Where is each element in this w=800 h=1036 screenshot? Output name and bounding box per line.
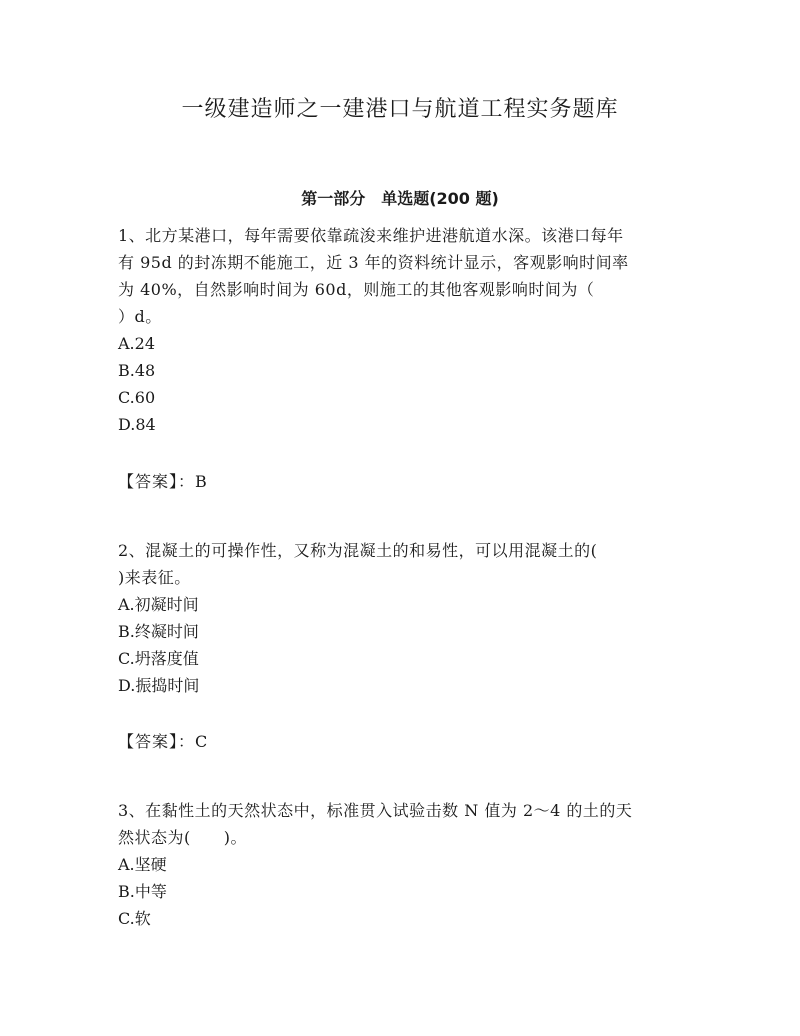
options-list — [118, 591, 688, 699]
answer-value: B — [195, 472, 207, 491]
question-2 — [118, 537, 688, 699]
question-1 — [118, 222, 688, 438]
document-title: 一级建造师之一建港口与航道工程实务题库 — [181, 97, 619, 122]
option-c: C.软 — [118, 909, 151, 928]
answer-value: C — [195, 732, 208, 751]
question-stem-line: 1、北方某港口，每年需要依靠疏浚来维护进港航道水深。该港口每年 — [118, 226, 624, 245]
question-stem-line: ）d。 — [118, 307, 162, 326]
answer-1 — [118, 468, 207, 495]
option-c: C.坍落度值 — [118, 649, 199, 668]
question-stem-line: 3、在黏性土的天然状态中，标准贯入试验击数 N 值为 2～4 的土的天 — [118, 801, 633, 820]
question-stem-line: 为 40%，自然影响时间为 60d，则施工的其他客观影响时间为（ — [118, 280, 595, 299]
options-list — [118, 330, 688, 438]
option-d: D.84 — [118, 415, 156, 434]
option-a: A.坚硬 — [118, 855, 167, 874]
answer-2 — [118, 728, 207, 755]
option-a: A.初凝时间 — [118, 595, 199, 614]
question-stem-line: )来表征。 — [118, 568, 191, 587]
question-stem-line: 2、混凝土的可操作性，又称为混凝土的和易性，可以用混凝土的( — [118, 541, 598, 560]
option-d: D.振捣时间 — [118, 676, 200, 695]
question-stem-line: 有 95d 的封冻期不能施工，近 3 年的资料统计显示，客观影响时间率 — [118, 253, 629, 272]
option-b: B.终凝时间 — [118, 622, 199, 641]
option-a: A.24 — [118, 334, 155, 353]
answer-label: 【答案】： — [118, 472, 196, 491]
section-title: 第一部分 单选题(200 题) — [301, 189, 499, 208]
options-list — [118, 851, 688, 932]
question-3 — [118, 797, 688, 932]
option-c: C.60 — [118, 388, 156, 407]
answer-label: 【答案】： — [118, 732, 196, 751]
option-b: B.中等 — [118, 882, 167, 901]
question-stem-line: 然状态为( )。 — [118, 828, 247, 847]
option-b: B.48 — [118, 361, 156, 380]
